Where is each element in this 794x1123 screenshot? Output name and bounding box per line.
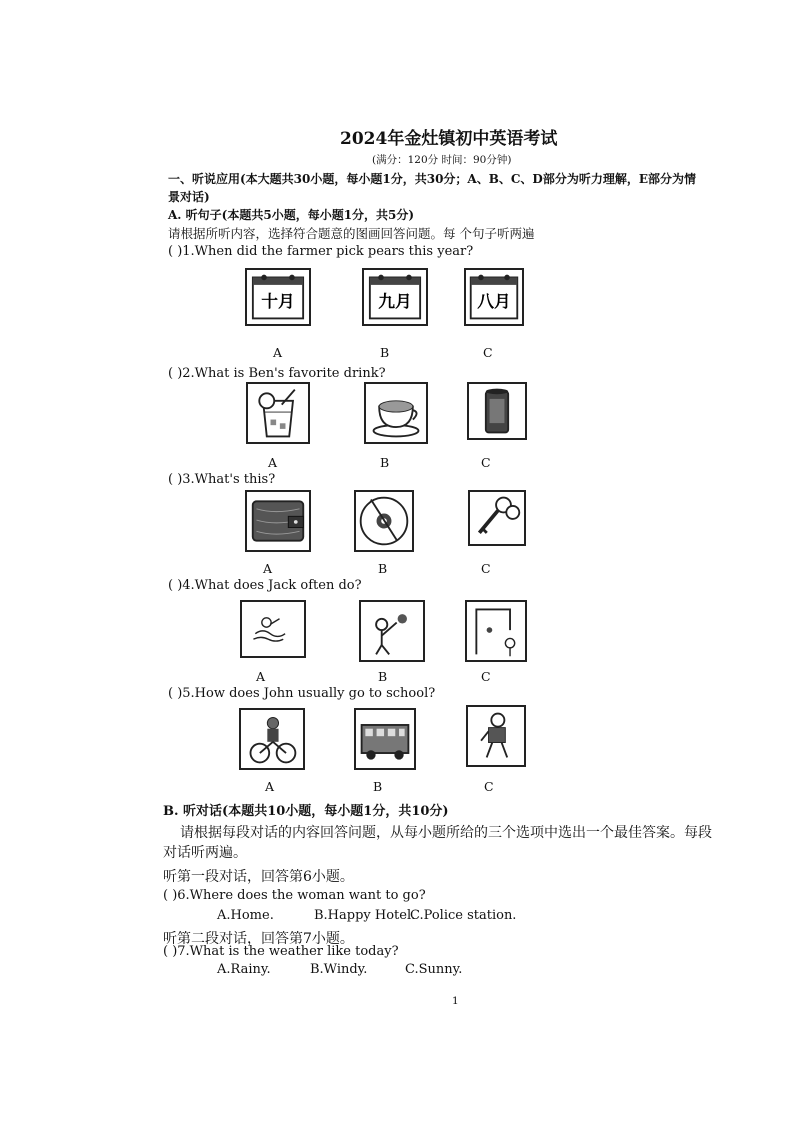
soccer-goal-icon	[465, 600, 527, 662]
q1-option-a[interactable]: A	[273, 345, 283, 360]
dialog-2-intro: 听第二段对话，回答第7小题。	[163, 931, 354, 947]
sectionB-instruction-line2: 对话听两遍。	[163, 845, 247, 861]
sectionB-instruction-line1: 请根据每段对话的内容回答问题，从每小题所给的三个选项中选出一个最佳答案。每段	[180, 825, 712, 841]
question-2: ( )2.What is Ben's favorite drink?	[168, 366, 386, 381]
sectionA-instruction: 请根据所听内容，选择符合题意的图画回答问题。每 个句子听两遍	[168, 226, 535, 241]
calendar-b-text: 九月	[378, 291, 412, 312]
wallet-icon	[245, 490, 311, 552]
q7-option-a[interactable]: A.Rainy.	[217, 962, 271, 977]
bike-icon	[239, 708, 305, 770]
q2-option-a[interactable]: A	[268, 455, 278, 470]
question-5: ( )5.How does John usually go to school?	[168, 686, 436, 701]
juice-glass-icon[interactable]	[246, 382, 310, 444]
page-number: 1	[452, 995, 459, 1007]
calendar-a-text: 十月	[261, 291, 295, 312]
q1-option-c[interactable]: C	[483, 345, 493, 360]
q3-option-a[interactable]: A	[263, 561, 273, 576]
cd-disc-icon	[354, 490, 414, 552]
q4-option-a[interactable]: A	[256, 669, 266, 684]
question-1: ( )1.When did the farmer pick pears this year?	[168, 244, 474, 259]
dialog-1-intro: 听第一段对话，回答第6小题。	[163, 869, 354, 885]
calendar-october-icon[interactable]	[245, 268, 311, 326]
walking-icon	[466, 705, 526, 767]
q5-option-a[interactable]: A	[265, 779, 275, 794]
q5-option-c[interactable]: C	[484, 779, 494, 794]
q4-option-b[interactable]: B	[378, 669, 388, 684]
sectionA-heading: A. 听句子(本题共5小题，每小题1分，共5分)	[168, 208, 415, 222]
q6-option-c[interactable]: C.Police station.	[410, 908, 517, 923]
bus-icon	[354, 708, 416, 770]
coffee-can-icon	[467, 382, 527, 440]
exam-title: 2024年金灶镇初中英语考试	[340, 129, 558, 149]
q2-option-c[interactable]: C	[481, 455, 491, 470]
q1-option-b[interactable]: B	[380, 345, 390, 360]
q3-option-c[interactable]: C	[481, 561, 491, 576]
calendar-august-icon[interactable]	[464, 268, 524, 326]
swimming-icon	[240, 600, 306, 658]
q2-option-b[interactable]: B	[380, 455, 390, 470]
q5-option-b[interactable]: B	[373, 779, 383, 794]
basketball-icon	[359, 600, 425, 662]
q6-option-a[interactable]: A.Home.	[217, 908, 274, 923]
question-7: ( )7.What is the weather like today?	[163, 944, 399, 959]
question-6: ( )6.Where does the woman want to go?	[163, 888, 426, 903]
sectionB-heading: B. 听对话(本题共10小题，每小题1分，共10分)	[163, 804, 449, 819]
q7-option-c[interactable]: C.Sunny.	[405, 962, 463, 977]
q6-option-b[interactable]: B.Happy Hotel.	[314, 908, 416, 923]
exam-meta: (满分：120分 时间：90分钟)	[372, 154, 512, 166]
calendar-c-text: 八月	[477, 291, 511, 312]
part1-heading-line2: 景对话)	[168, 190, 210, 204]
question-4: ( )4.What does Jack often do?	[168, 578, 362, 593]
tea-cup-icon	[364, 382, 428, 444]
q7-option-b[interactable]: B.Windy.	[310, 962, 368, 977]
calendar-september-icon[interactable]	[362, 268, 428, 326]
keys-icon	[468, 490, 526, 546]
part1-heading-line1: 一、听说应用(本大题共30小题，每小题1分，共30分；A、B、C、D部分为听力理解，E部分为情	[168, 172, 696, 186]
question-3: ( )3.What's this?	[168, 472, 276, 487]
q3-option-b[interactable]: B	[378, 561, 388, 576]
q4-option-c[interactable]: C	[481, 669, 491, 684]
